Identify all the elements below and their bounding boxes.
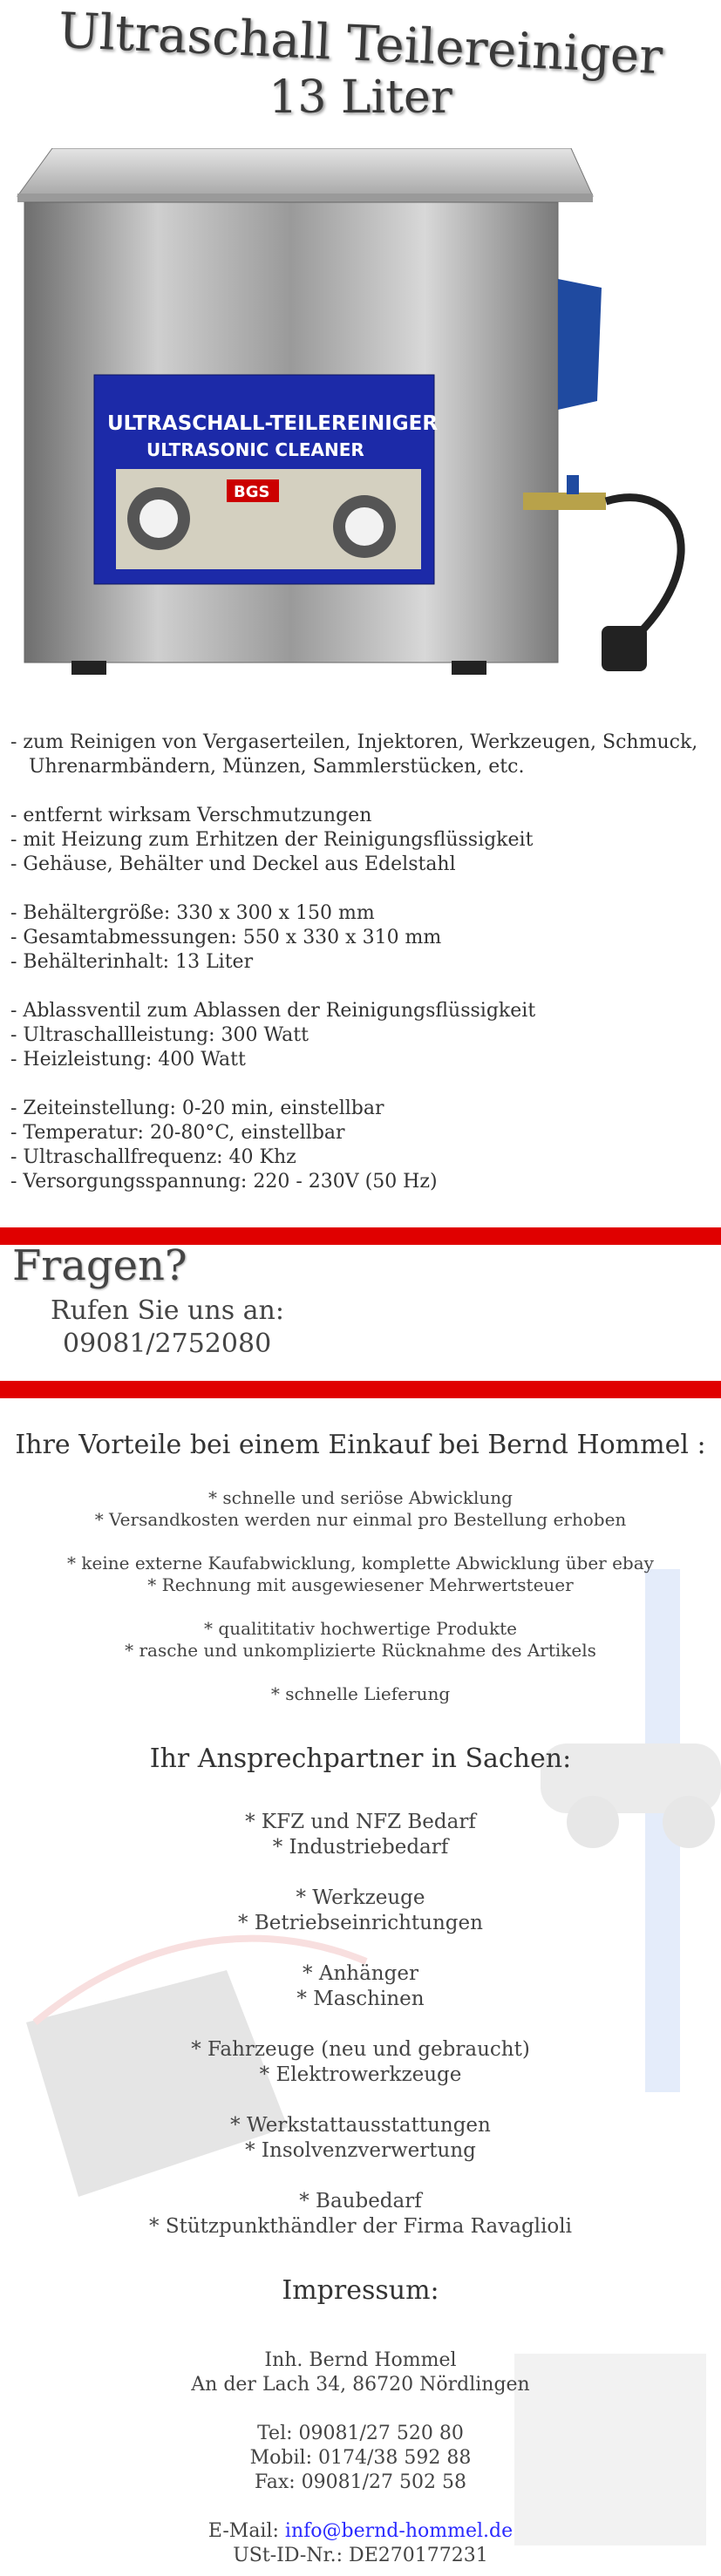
feature-item: - entfernt wirksam Verschmutzungen <box>10 805 372 826</box>
advantage-item: * Versandkosten werden nur einmal pro Bestellung erhoben <box>94 1509 627 1530</box>
partner-item: * Fahrzeuge (neu und gebraucht) <box>191 2038 530 2061</box>
partner-item: * Werkstattausstattungen <box>230 2114 491 2137</box>
partner-item: * Anhänger <box>303 1962 418 1985</box>
advantage-item: * schnelle und seriöse Abwicklung <box>208 1487 513 1508</box>
feature-item: - Temperatur: 20-80°C, einstellbar <box>10 1122 345 1144</box>
owner-name: Inh. Bernd Hommel <box>264 2349 457 2371</box>
advantage-item: * qualititativ hochwertige Produkte <box>204 1618 517 1639</box>
call-us-label: Rufen Sie uns an: <box>51 1295 284 1326</box>
advantage-item: * rasche und unkomplizierte Rücknahme des Artikels <box>125 1640 596 1661</box>
feature-item: - zum Reinigen von Vergaserteilen, Injektoren, Werkzeugen, Schmuck, <box>10 731 698 753</box>
partner-item: * Werkzeuge <box>296 1886 425 1909</box>
advantage-item: * Rechnung mit ausgewiesener Mehrwertsteuer <box>147 1574 574 1595</box>
impressum-heading: Impressum: <box>282 2275 439 2306</box>
partner-list <box>0 1810 721 2240</box>
address: An der Lach 34, 86720 Nördlingen <box>191 2374 530 2396</box>
email-row <box>0 2519 721 2544</box>
brand-logo: BGS <box>234 483 270 501</box>
partner-item: * Baubedarf <box>299 2190 422 2212</box>
feature-item: - Gesamtabmessungen: 550 x 330 x 310 mm <box>10 927 442 948</box>
panel-label-de: ULTRASCHALL-TEILEREINIGER <box>107 412 439 435</box>
tel-number: Tel: 09081/27 520 80 <box>257 2423 464 2444</box>
feature-item: - Behältergröße: 330 x 300 x 150 mm <box>10 902 375 924</box>
feature-item: - Behälterinhalt: 13 Liter <box>10 951 254 973</box>
partner-item: * Betriebseinrichtungen <box>238 1912 483 1934</box>
advantage-item: * keine externe Kaufabwicklung, komplette Abwicklung über ebay <box>67 1553 654 1573</box>
partner-item: * Maschinen <box>296 1988 425 2010</box>
mobile-number: Mobil: 0174/38 592 88 <box>249 2447 472 2469</box>
question-heading: Fragen? <box>12 1241 187 1290</box>
feature-item: - Ultraschallfrequenz: 40 Khz <box>10 1146 296 1168</box>
advantages-heading: Ihre Vorteile bei einem Einkauf bei Bernd Hommel : <box>15 1430 706 1460</box>
vat-id: USt-ID-Nr.: DE270177231 <box>233 2545 488 2566</box>
panel-label-en: ULTRASONIC CLEANER <box>146 439 364 460</box>
feature-item: - Ultraschallleistung: 300 Watt <box>10 1024 309 1046</box>
advantage-item: * schnelle Lieferung <box>270 1683 451 1704</box>
partner-item: * KFZ und NFZ Bedarf <box>245 1811 476 1833</box>
feature-item: - Heizleistung: 400 Watt <box>10 1049 246 1071</box>
feature-item: - Versorgungsspannung: 220 - 230V (50 Hz) <box>10 1171 438 1193</box>
partner-item: * Industriebedarf <box>272 1836 449 1859</box>
page-subtitle: 13 Liter <box>269 71 452 124</box>
feature-list <box>10 731 717 1194</box>
partner-heading: Ihr Ansprechpartner in Sachen: <box>149 1743 572 1774</box>
fax-number: Fax: 09081/27 502 58 <box>254 2471 467 2493</box>
partner-item: * Insolvenzverwertung <box>245 2139 476 2162</box>
page-title: Ultraschall Teilereiniger <box>57 2 664 86</box>
feature-item: - Zeiteinstellung: 0-20 min, einstellbar <box>10 1098 384 1119</box>
product-image <box>0 148 721 724</box>
feature-item: Uhrenarmbändern, Münzen, Sammlerstücken, etc. <box>10 756 525 778</box>
impressum-block <box>0 2348 721 2568</box>
email-link[interactable]: info@bernd-hommel.de <box>284 2520 514 2542</box>
feature-item: - Gehäuse, Behälter und Deckel aus Edelstahl <box>10 853 456 875</box>
feature-item: - mit Heizung zum Erhitzen der Reinigungsflüssigkeit <box>10 829 534 851</box>
partner-item: * Stützpunkthändler der Firma Ravaglioli <box>149 2215 572 2238</box>
partner-item: * Elektrowerkzeuge <box>259 2063 462 2086</box>
feature-item: - Ablassventil zum Ablassen der Reinigungsflüssigkeit <box>10 1000 536 1022</box>
email-label: E-Mail: <box>207 2520 285 2542</box>
divider-bar-bottom <box>0 1381 721 1398</box>
phone-number: 09081/2752080 <box>63 1329 272 1359</box>
advantages-list <box>0 1487 721 1705</box>
